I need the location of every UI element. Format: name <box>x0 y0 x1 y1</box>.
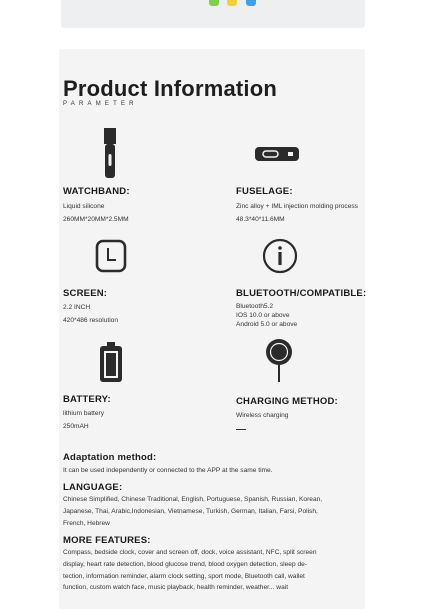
param-label-watchband: WATCHBAND: <box>63 186 130 197</box>
fuselage-icon <box>254 144 300 164</box>
product-info-card <box>59 49 365 609</box>
language-list <box>63 494 359 529</box>
decorative-icon <box>227 0 237 6</box>
divider-dash <box>236 429 246 430</box>
language-line: French, Hebrew <box>63 519 110 527</box>
watchband-icon <box>100 128 120 182</box>
battery-icon <box>98 341 124 383</box>
param-label-battery: BATTERY: <box>63 394 111 405</box>
param-value: Zinc alloy + IML injection molding process <box>236 203 358 210</box>
page-subtitle: PARAMETER <box>63 101 138 107</box>
features-line: Compass, bedside clock, cover and screen off, dock, voice assistant, NFC, split screen <box>63 549 317 556</box>
page-title: Product Information <box>63 76 278 101</box>
param-value: 48.3*40*11.6MM <box>236 216 285 223</box>
param-value: 260MM*20MM*2.5MM <box>63 216 129 223</box>
param-value: lithium battery <box>63 410 105 417</box>
features-line: display, heart rate detection, blood glucose trend, blood oxygen detection, sleep de- <box>63 560 308 568</box>
features-line: function, custom watch face, music playback, health reminder, weather... wait <box>63 584 289 592</box>
decorative-icon <box>209 0 219 6</box>
features-list <box>63 547 359 594</box>
param-value: 420*486 resolution <box>63 317 118 324</box>
adaptation-text: It can be used independently or connected to the APP at the same time. <box>63 467 273 474</box>
param-value: Wireless charging <box>236 412 289 419</box>
wireless-charger-icon <box>263 337 295 383</box>
screen-icon <box>95 238 127 274</box>
param-label-screen: SCREEN: <box>63 288 108 299</box>
language-line: Chinese Simplified, Chinese Traditional, English, Portuguese, Spanish, Russian, Korean, <box>63 496 323 503</box>
language-title: LANGUAGE: <box>63 482 123 493</box>
language-line: Japanese, Thai, Arabic,Indonesian, Vietnamese, Turkish, German, Italian, Farsi, Polish, <box>63 507 318 515</box>
param-label-fuselage: FUSELAGE: <box>236 186 293 197</box>
top-card <box>61 0 365 28</box>
param-value: 250mAH <box>63 423 89 430</box>
decorative-icon <box>246 0 256 6</box>
adaptation-title: Adaptation method: <box>63 452 157 463</box>
features-line: tection, information reminder, alarm clock setting, sport mode, Bluetooth call, wallet <box>63 572 305 580</box>
param-label-charging: CHARGING METHOD: <box>236 396 338 407</box>
param-value: 2.2 INCH <box>63 304 91 311</box>
param-label-bluetooth: BLUETOOTH/COMPATIBLE: <box>236 288 367 299</box>
param-value: Android 5.0 or above <box>236 321 298 328</box>
features-title: MORE FEATURES: <box>63 535 151 546</box>
param-value: Bluetooth5.2 <box>236 303 274 310</box>
param-value: IOS 10.0 or above <box>236 312 290 319</box>
param-value: Liquid silicone <box>63 203 105 210</box>
info-icon <box>262 238 298 274</box>
